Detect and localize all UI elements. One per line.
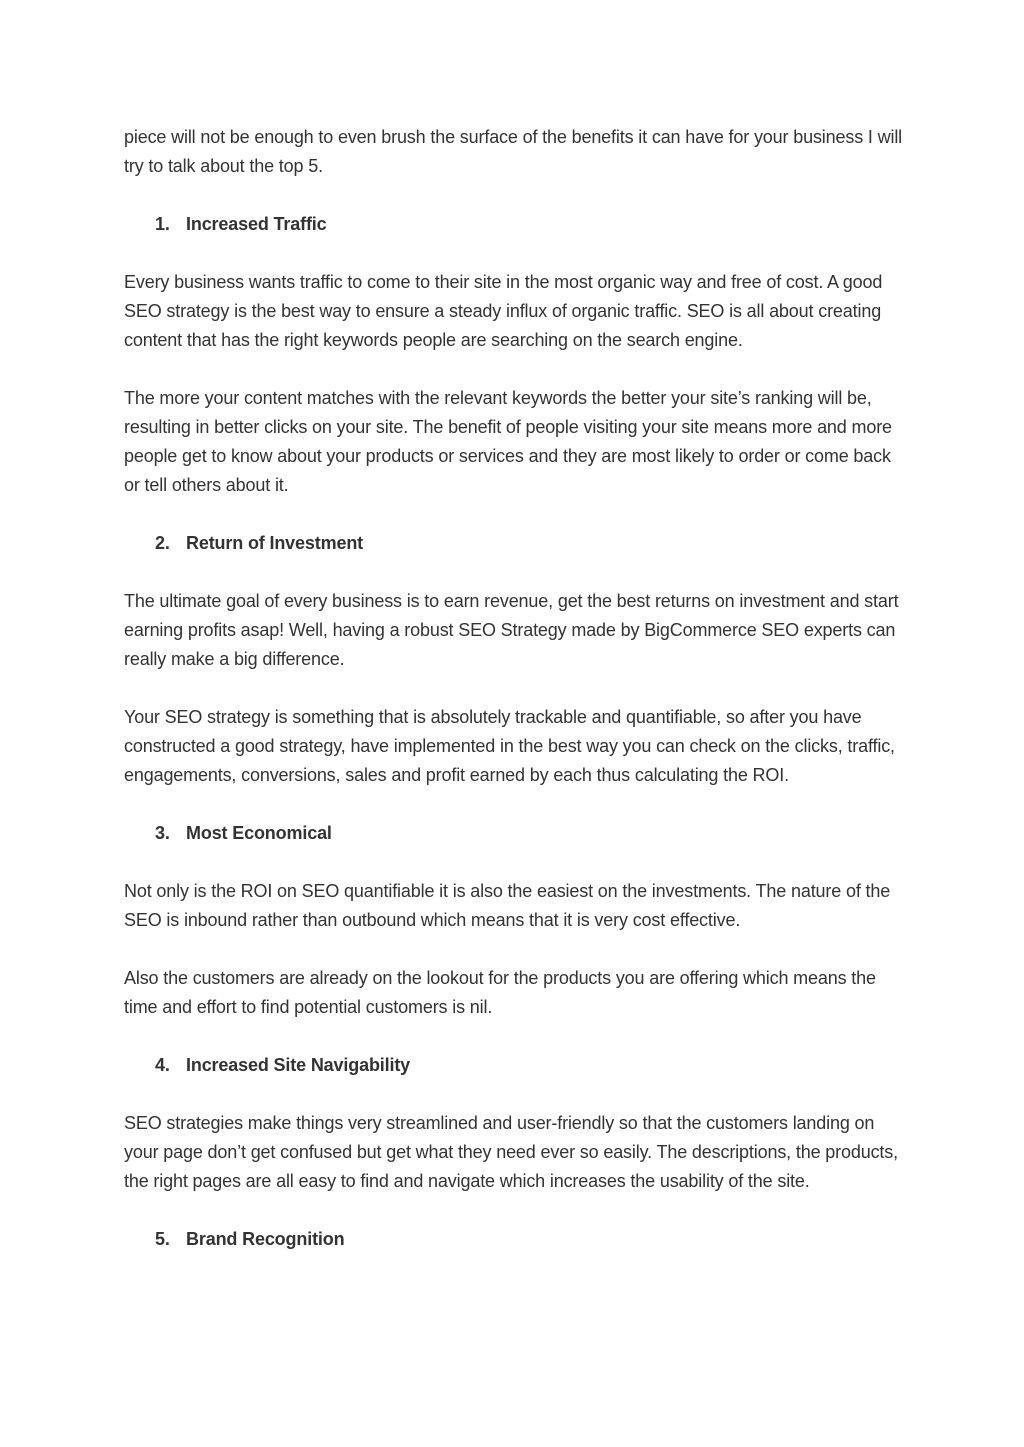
section-title: Most Economical <box>186 823 332 843</box>
section-heading-most-economical <box>124 819 904 848</box>
section-title: Increased Site Navigability <box>186 1055 411 1075</box>
body-paragraph: Not only is the ROI on SEO quantifiable it is also the easiest on the investments. The nature of the SEO is inbound rather than outbound which means that it is very cost effective. <box>124 881 891 930</box>
section-heading-brand-recognition <box>124 1225 904 1254</box>
section-number: 3. <box>155 823 170 843</box>
section-number: 1. <box>155 214 170 234</box>
section-number: 2. <box>155 533 170 553</box>
intro-paragraph: piece will not be enough to even brush the surface of the benefits it can have for your business I will try to talk about the top 5. <box>124 127 903 176</box>
body-paragraph: SEO strategies make things very streamlined and user-friendly so that the customers landing on your page don’t get confused but get what they need ever so easily. The descriptions, the products, the right pages are all easy to find and navigate which increases the usability of the site. <box>124 1113 898 1191</box>
body-paragraph: Also the customers are already on the lookout for the products you are offering which means the time and effort to find potential customers is nil. <box>124 968 876 1017</box>
section-number: 4. <box>155 1055 170 1075</box>
section-title: Brand Recognition <box>186 1229 345 1249</box>
section-title: Return of Investment <box>186 533 364 553</box>
body-paragraph: Every business wants traffic to come to their site in the most organic way and free of cost. A good SEO strategy is the best way to ensure a steady influx of organic traffic. SEO is all about creating content that has the right keywords people are searching on the search engine. <box>124 272 883 350</box>
body-paragraph: Your SEO strategy is something that is absolutely trackable and quantifiable, so after you have constructed a good strategy, have implemented in the best way you can check on the clicks, traffic, engagements, conversions, sales and profit earned by each thus calculating the ROI. <box>124 707 895 785</box>
section-heading-increased-traffic <box>124 210 904 239</box>
section-heading-return-of-investment <box>124 529 904 558</box>
section-number: 5. <box>155 1229 170 1249</box>
document-page <box>124 123 904 1283</box>
section-title: Increased Traffic <box>186 214 327 234</box>
section-heading-increased-site-navigability <box>124 1051 904 1080</box>
body-paragraph: The more your content matches with the relevant keywords the better your site’s ranking will be, resulting in better clicks on your site. The benefit of people visiting your site means more and more people get to know about your products or services and they are most likely to order or come back or tell others about it. <box>124 388 892 495</box>
body-paragraph: The ultimate goal of every business is to earn revenue, get the best returns on investment and start earning profits asap! Well, having a robust SEO Strategy made by BigCommerce SEO experts can really make a big difference. <box>124 591 899 669</box>
